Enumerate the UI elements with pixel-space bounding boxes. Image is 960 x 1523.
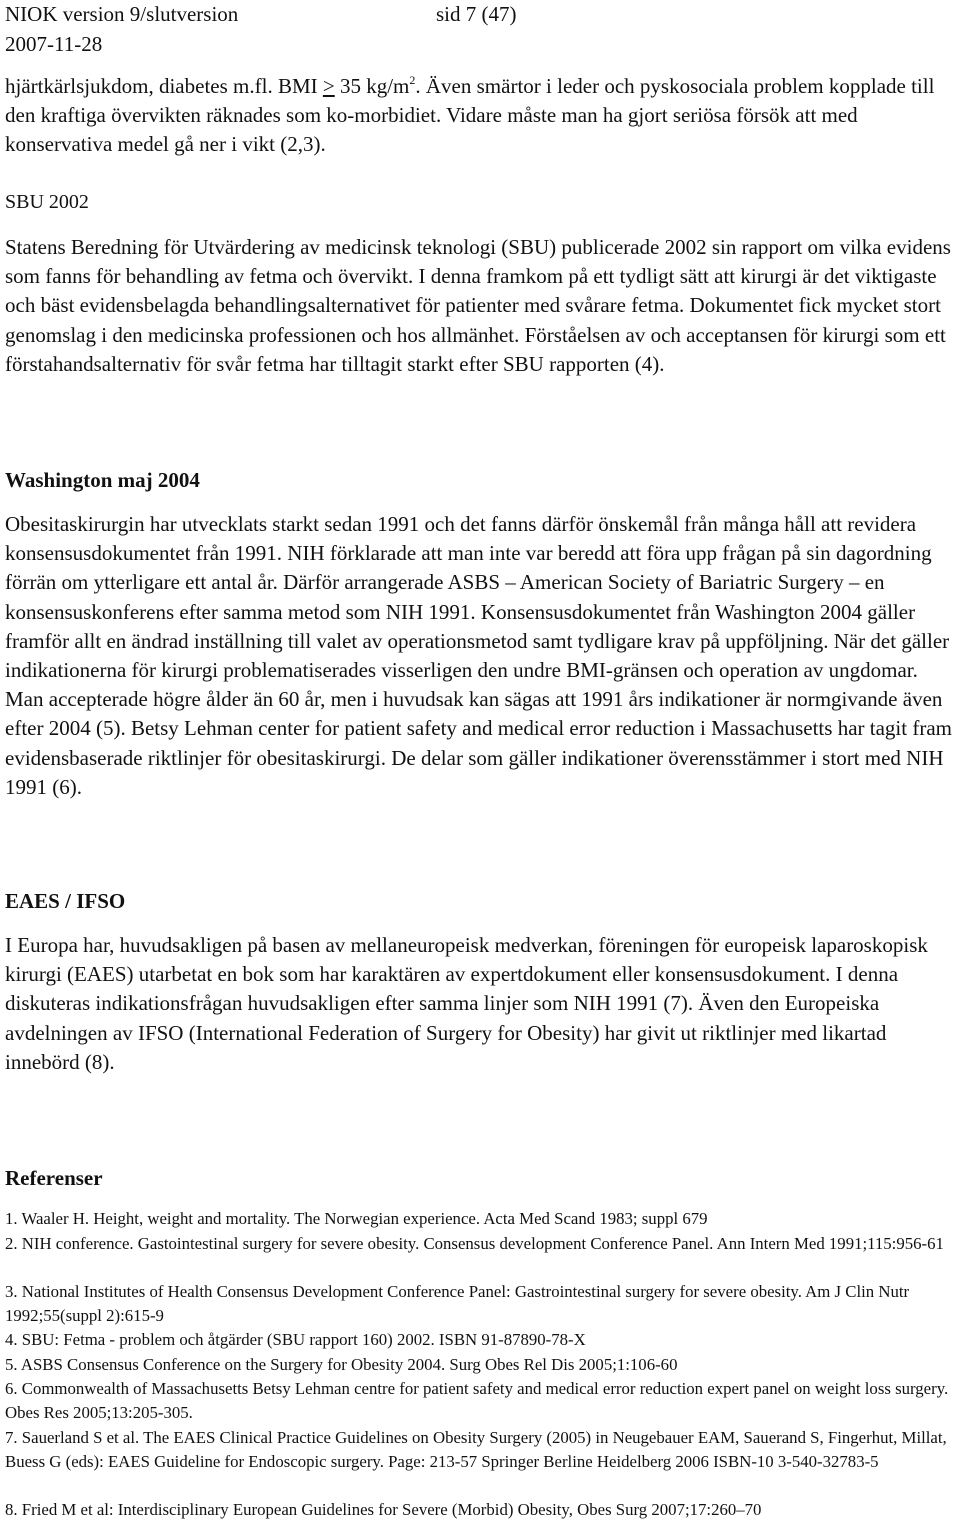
exponent: 2 — [409, 73, 416, 87]
reference-item-1: 1. Waaler H. Height, weight and mortality. The Norwegian experience. Acta Med Scand 1983; suppl 679 — [5, 1209, 708, 1228]
intro-text-post: . Även smärtor i leder och pyskosociala problem kopplade till den kraftiga övervikten räknades som ko-morbidiet. Vidare måste man ha gjort seriösa försök att med konservativa medel gå ner i vikt (2,3). — [5, 74, 935, 157]
washington-paragraph: Obesitaskirurgin har utvecklats starkt sedan 1991 och det fanns därför önskemål från många håll att revidera konsensusdokumentet från 1991. NIH förklarade att man inte var beredd att föra upp frågan på sin dagordning förrän om ytterligare ett antal år. Därför arrangerade ASBS – American Society of Bariatric Surgery – en konsensuskonferens efter samma metod som NIH 1991. Konsensusdokumentet från Washington 2004 gäller framför allt en ändrad inställning till valet av operationsmetod samt tydligare krav på uppföljning. När det gäller indikationerna för kirurgi problematiserades visserligen den undre BMI-gränsen och operation av ungdomar. Man accepterade högre ålder än 60 år, men i huvudsak kan sägas att 1991 års indikationer är normgivande även efter 2004 (5). Betsy Lehman center for patient safety and medical error reduction i Massachusetts har tagit fram evidensbaserade riktlinjer för obesitaskirurgi. De delar som gäller indikationer överensstämmer i stort med NIH 1991 (6). — [5, 512, 952, 799]
page-number: sid 7 (47) — [436, 2, 517, 26]
reference-item-5: 5. ASBS Consensus Conference on the Surgery for Obesity 2004. Surg Obes Rel Dis 2005;1:106-60 — [5, 1355, 678, 1374]
section-heading-references: Referenser — [5, 1166, 103, 1190]
document-title: NIOK version 9/slutversion — [5, 2, 239, 26]
eaes-paragraph: I Europa har, huvudsakligen på basen av mellaneuropeisk medverkan, föreningen för europeisk laparoskopisk kirurgi (EAES) utarbetat en bok som har karaktären av expertdokument eller konsensusdokument. I denna diskuteras indikationsfrågan huvudsakligen efter samma linjer som NIH 1991 (7). Även den Europeiska avdelningen av IFSO (International Federation of Surgery for Obesity) har givit ut riktlinjer med likartad innebörd (8). — [5, 933, 928, 1074]
greater-equal-sign: > — [322, 74, 335, 98]
section-heading-eaes-ifso: EAES / IFSO — [5, 889, 126, 913]
reference-item-6: 6. Commonwealth of Massachusetts Betsy Lehman centre for patient safety and medical error reduction expert panel on weight loss surgery. Obes Res 2005;13:205-305. — [5, 1379, 949, 1423]
intro-paragraph — [5, 72, 957, 160]
reference-item-7: 7. Sauerland S et al. The EAES Clinical Practice Guidelines on Obesity Surgery (2005) in Neugebauer EAM, Sauerand S, Fingerhut, Millat, Buess G (eds): EAES Guideline for Endoscopic surgery. Page: 213-57 Springer Berline Heidelberg 2006 ISBN-10 3-540-32783-5 — [5, 1428, 947, 1472]
reference-item-2: 2. NIH conference. Gastointestinal surgery for severe obesity. Consensus development Conference Panel. Ann Intern Med 1991;115:956-61 — [5, 1234, 944, 1253]
intro-text-pre: hjärtkärlsjukdom, diabetes m.fl. BMI — [5, 74, 323, 98]
intro-text-mid: 35 kg/m — [334, 74, 410, 98]
reference-item-4: 4. SBU: Fetma - problem och åtgärder (SBU rapport 160) 2002. ISBN 91-87890-78-X — [5, 1330, 586, 1349]
document-date: 2007-11-28 — [5, 32, 103, 56]
section-heading-sbu: SBU 2002 — [5, 191, 89, 213]
sbu-paragraph: Statens Beredning för Utvärdering av medicinsk teknologi (SBU) publicerade 2002 sin rapport om vilka evidens som fanns för behandling av fetma och övervikt. I denna framkom på ett tydligt sätt att kirurgi är det viktigaste och bäst evidensbelagda behandlingsalternativet för patienter med svårare fetma. Dokumentet fick mycket stort genomslag i den medicinska professionen och hos allmänhet. Förståelsen av och acceptansen för kirurgi som ett förstahandsalternativ för svår fetma har tilltagit starkt efter SBU rapporten (4). — [5, 235, 951, 376]
reference-item-3: 3. National Institutes of Health Consensus Development Conference Panel: Gastrointestinal surgery for severe obesity. Am J Clin Nutr 1992;55(suppl 2):615-9 — [5, 1282, 910, 1326]
section-heading-washington: Washington maj 2004 — [5, 468, 200, 492]
reference-item-8: 8. Fried M et al: Interdisciplinary European Guidelines for Severe (Morbid) Obesity, Obes Surg 2007;17:260–70 — [5, 1500, 762, 1519]
